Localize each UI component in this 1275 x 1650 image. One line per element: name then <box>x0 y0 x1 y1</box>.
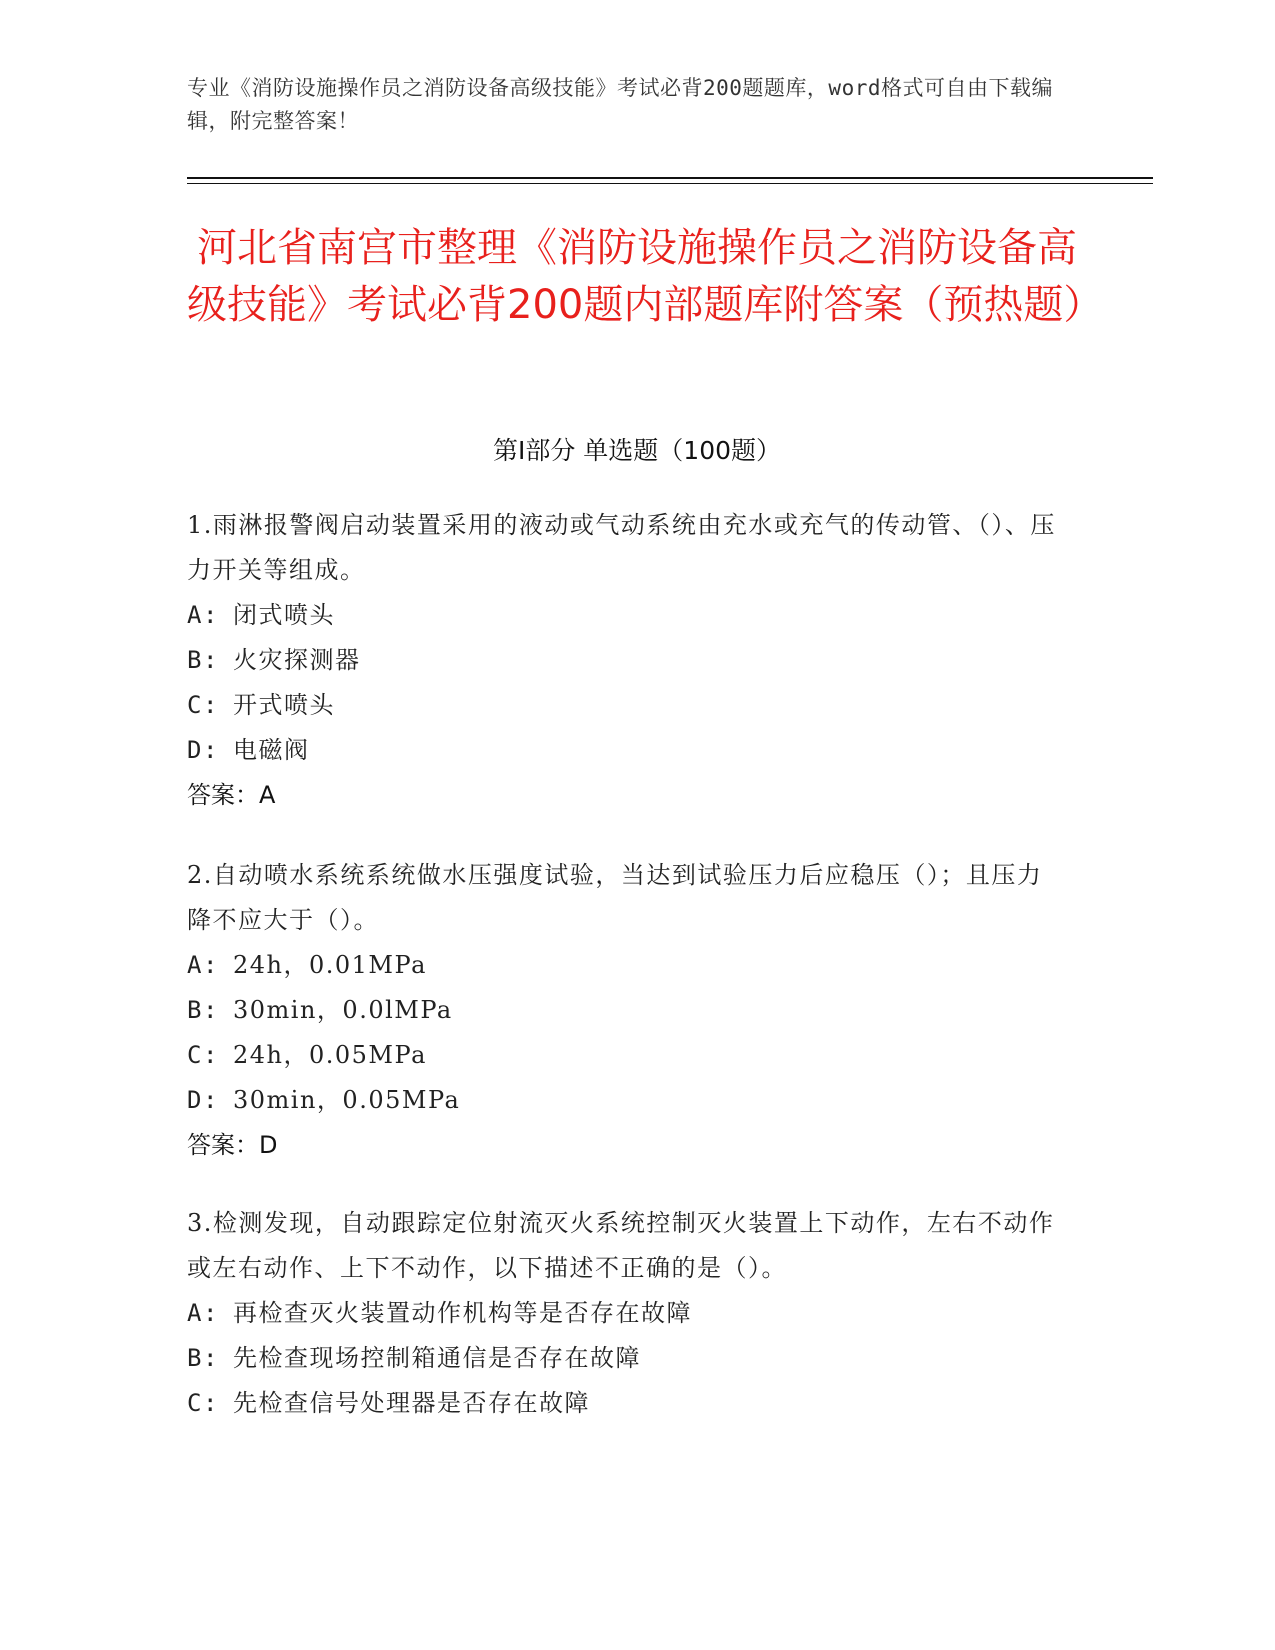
option-text: 24h，0.01MPa <box>233 951 427 979</box>
option-c <box>187 1381 1067 1426</box>
option-text: 先检查现场控制箱通信是否存在故障 <box>233 1344 641 1372</box>
header-divider-thick <box>187 177 1153 179</box>
option-c <box>187 683 1067 728</box>
question-stem: 2.自动喷水系统系统做水压强度试验，当达到试验压力后应稳压（）；且压力降不应大于（）。 <box>187 861 1043 934</box>
option-key: A: <box>187 951 219 979</box>
question-3 <box>187 1201 1067 1426</box>
option-key: C: <box>187 1041 219 1069</box>
option-text: 火灾探测器 <box>233 646 361 674</box>
option-a <box>187 593 1067 638</box>
option-key: B: <box>187 646 219 674</box>
option-key: D: <box>187 736 219 764</box>
option-a <box>187 943 1067 988</box>
option-text: 电磁阀 <box>233 736 310 764</box>
question-1 <box>187 503 1067 818</box>
option-c <box>187 1033 1067 1078</box>
question-stem: 1.雨淋报警阀启动装置采用的液动或气动系统由充水或充气的传动管、（）、压力开关等组成。 <box>187 511 1056 584</box>
answer: 答案：A <box>187 781 276 809</box>
option-b <box>187 1336 1067 1381</box>
option-text: 开式喷头 <box>233 691 335 719</box>
option-b <box>187 638 1067 683</box>
option-text: 闭式喷头 <box>233 601 335 629</box>
question-stem: 3.检测发现，自动跟踪定位射流灭火系统控制灭火装置上下动作，左右不动作或左右动作、上下不动作，以下描述不正确的是（）。 <box>187 1209 1055 1282</box>
question-2 <box>187 853 1067 1168</box>
answer: 答案：D <box>187 1131 278 1159</box>
option-key: A: <box>187 601 219 629</box>
option-d <box>187 728 1067 773</box>
option-key: B: <box>187 1344 219 1372</box>
option-key: B: <box>187 996 219 1024</box>
header-divider-thin <box>187 183 1153 184</box>
option-d <box>187 1078 1067 1123</box>
option-text: 先检查信号处理器是否存在故障 <box>233 1389 590 1417</box>
option-key: C: <box>187 1389 219 1417</box>
section-title: 第I部分 单选题（100题） <box>492 436 782 465</box>
option-key: A: <box>187 1299 219 1327</box>
option-text: 30min，0.0lMPa <box>233 996 453 1024</box>
option-key: C: <box>187 691 219 719</box>
option-a <box>187 1291 1067 1336</box>
option-text: 再检查灭火装置动作机构等是否存在故障 <box>233 1299 692 1327</box>
option-text: 30min，0.05MPa <box>233 1086 461 1114</box>
option-key: D: <box>187 1086 219 1114</box>
option-b <box>187 988 1067 1033</box>
header-note: 专业《消防设施操作员之消防设备高级技能》考试必背200题题库，word格式可自由下载编辑，附完整答案！ <box>187 76 1053 133</box>
document-title: 河北省南宫市整理《消防设施操作员之消防设备高级技能》考试必背200题内部题库附答案（预热题） <box>187 225 1104 328</box>
option-text: 24h，0.05MPa <box>233 1041 427 1069</box>
